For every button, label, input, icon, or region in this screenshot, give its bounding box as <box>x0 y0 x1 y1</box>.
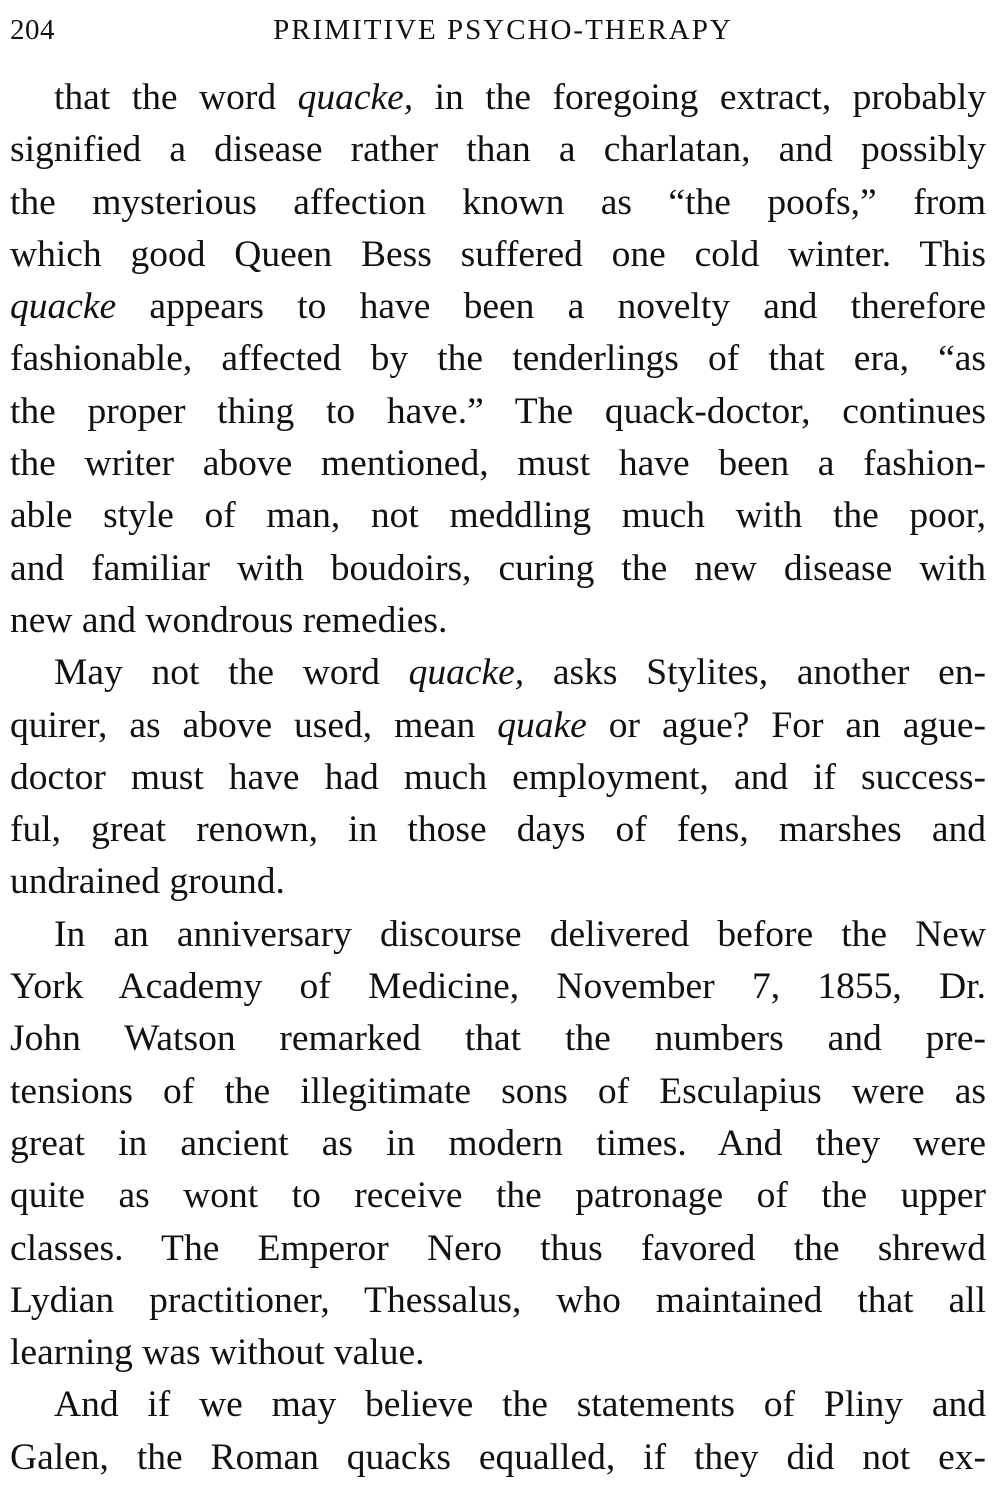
text-line <box>10 543 986 595</box>
text-run: the mysterious affection known as “the poofs,” from <box>10 181 986 223</box>
text-run: Lydian practitioner, Thessalus, who maintained that all <box>10 1279 986 1321</box>
italic-term: quake <box>497 704 587 746</box>
text-run: learning was without value. <box>10 1332 425 1374</box>
text-run: the proper thing to have.” The quack-doctor, continues <box>10 390 986 432</box>
text-line <box>10 700 986 752</box>
text-run: great in ancient as in modern times. And they were <box>10 1122 986 1164</box>
italic-term: quacke, <box>297 77 414 118</box>
text-line <box>10 490 986 542</box>
text-line <box>10 1223 986 1275</box>
text-run: which good Queen Bess suffered one cold winter. This <box>10 233 986 275</box>
text-run: appears to have been a novelty and therefore <box>116 286 986 328</box>
italic-term: quacke <box>10 286 117 328</box>
running-head <box>10 0 986 72</box>
text-run: in the foregoing extract, probably <box>413 77 986 118</box>
text-run: able style of man, not meddling much with the poor, <box>10 495 986 537</box>
body-text <box>10 72 986 1484</box>
text-line <box>10 1432 986 1484</box>
text-line <box>10 1379 986 1431</box>
text-line <box>10 1327 986 1379</box>
page-number: 204 <box>10 14 55 46</box>
text-run: quirer, as above used, mean <box>10 704 498 746</box>
text-run: and familiar with boudoirs, curing the new disease with <box>10 547 986 589</box>
text-line <box>10 1066 986 1118</box>
text-line <box>10 1275 986 1327</box>
text-line <box>10 752 986 804</box>
text-line <box>10 909 986 961</box>
text-line <box>10 1013 986 1065</box>
text-line <box>10 72 986 124</box>
text-run: asks Stylites, another en- <box>524 652 986 694</box>
text-run: doctor must have had much employment, and if success- <box>10 756 986 798</box>
text-line <box>10 177 986 229</box>
text-run: ful, great renown, in those days of fens, marshes and <box>10 809 986 851</box>
text-run: the writer above mentioned, must have been a fashion- <box>10 443 986 485</box>
text-run: new and wondrous remedies. <box>10 599 448 641</box>
text-line <box>10 124 986 176</box>
text-run: that the word <box>54 77 298 118</box>
paragraph <box>10 909 986 1380</box>
text-run: May not the word <box>54 652 409 694</box>
text-run: signified a disease rather than a charlatan, and possibly <box>10 129 986 171</box>
text-line <box>10 804 986 856</box>
book-page <box>10 0 986 1507</box>
text-line <box>10 856 986 908</box>
text-line <box>10 386 986 438</box>
text-run: fashionable, affected by the tenderlings of that era, “as <box>10 338 986 380</box>
italic-term: quacke, <box>408 652 525 694</box>
text-line <box>10 961 986 1013</box>
text-line <box>10 595 986 647</box>
text-line <box>10 1170 986 1222</box>
text-line <box>10 229 986 281</box>
text-line <box>10 647 986 699</box>
text-run: John Watson remarked that the numbers and pre- <box>10 1018 986 1060</box>
text-run: In an anniversary discourse delivered before the New <box>54 913 986 955</box>
text-run: classes. The Emperor Nero thus favored the shrewd <box>10 1227 986 1269</box>
paragraph <box>10 647 986 908</box>
paragraph <box>10 72 986 647</box>
text-run: York Academy of Medicine, November 7, 1855, Dr. <box>10 966 986 1008</box>
text-run: And if we may believe the statements of Pliny and <box>54 1384 986 1426</box>
text-line <box>10 1118 986 1170</box>
text-line <box>10 438 986 490</box>
text-run: or ague? For an ague- <box>586 704 986 746</box>
text-run: quite as wont to receive the patronage of the upper <box>10 1175 986 1217</box>
running-title: PRIMITIVE PSYCHO-THERAPY <box>273 14 733 46</box>
text-run: Galen, the Roman quacks equalled, if they did not ex- <box>10 1436 986 1478</box>
paragraph <box>10 1379 986 1484</box>
text-line <box>10 333 986 385</box>
text-run: undrained ground. <box>10 861 285 903</box>
text-run: tensions of the illegitimate sons of Esculapius were as <box>10 1070 986 1112</box>
text-line <box>10 281 986 333</box>
